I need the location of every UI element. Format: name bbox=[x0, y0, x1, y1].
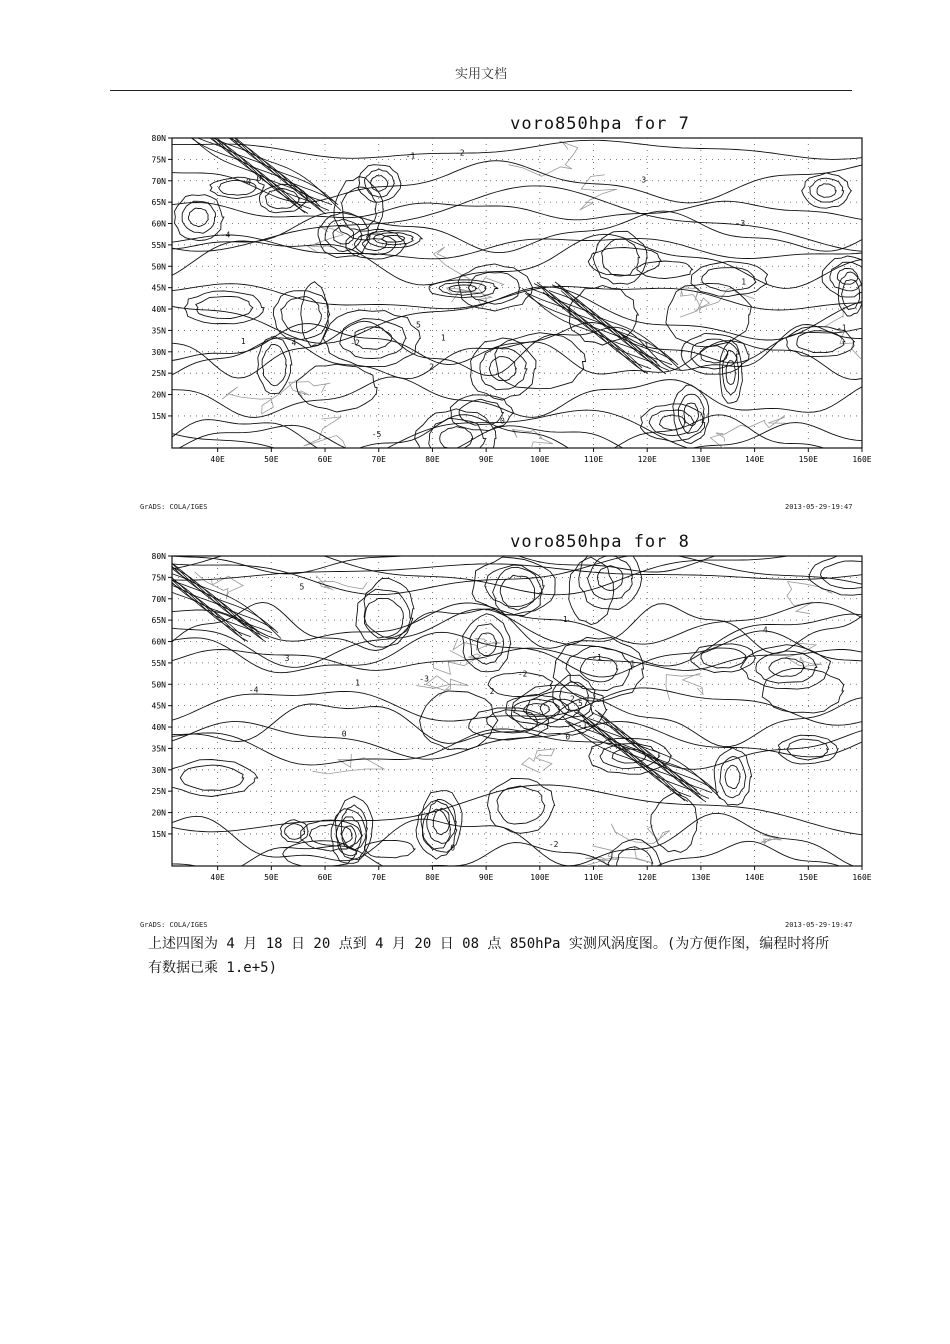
lon-tick-label: 140E bbox=[744, 455, 765, 464]
contour-label: -3 bbox=[735, 218, 746, 228]
lat-tick-label: 75N bbox=[151, 155, 166, 165]
contour-label: 0 bbox=[450, 843, 456, 853]
lat-tick-label: 30N bbox=[151, 347, 166, 357]
lat-tick-label: 50N bbox=[151, 262, 166, 272]
lat-tick-label: 80N bbox=[151, 552, 166, 561]
contour-label: 5 bbox=[415, 320, 421, 330]
lat-tick-label: 35N bbox=[151, 326, 166, 336]
lon-tick-label: 80E bbox=[425, 455, 440, 464]
lon-tick-label: 70E bbox=[371, 455, 386, 464]
lon-tick-label: 90E bbox=[478, 455, 494, 464]
figure-title: voro850hpa for 8 bbox=[510, 532, 690, 552]
lat-tick-label: 65N bbox=[151, 198, 166, 208]
lon-tick-label: 40E bbox=[210, 455, 225, 464]
contour-label: -3 bbox=[419, 674, 429, 684]
contour-label: -2 bbox=[517, 669, 528, 679]
lon-tick-label: 90E bbox=[478, 873, 494, 882]
lon-tick-label: 110E bbox=[583, 455, 604, 464]
contour-label: 1 bbox=[240, 336, 246, 346]
lon-tick-label: 60E bbox=[317, 873, 333, 882]
contour-label: -2 bbox=[350, 338, 360, 348]
caption-line-2: 有数据已乘 1.e+5) bbox=[148, 960, 278, 976]
grads-timestamp: 2013-05-29-19:47 bbox=[785, 503, 853, 511]
contour-label: -1 bbox=[577, 720, 588, 730]
lon-tick-label: 140E bbox=[744, 873, 765, 882]
vorticity-map-figure-1 bbox=[130, 108, 890, 511]
contour-label: -1 bbox=[836, 323, 847, 333]
lon-tick-label: 130E bbox=[691, 455, 711, 464]
contour-label: -4 bbox=[248, 685, 259, 695]
contour-label: 1 bbox=[741, 277, 747, 287]
contour-label: 1 bbox=[440, 333, 446, 343]
lat-tick-label: 25N bbox=[151, 787, 166, 797]
lat-tick-label: 40N bbox=[151, 305, 166, 315]
contour-label: -5 bbox=[371, 430, 382, 440]
contour-label: 0 bbox=[256, 173, 262, 183]
lat-tick-label: 15N bbox=[151, 829, 166, 839]
lat-tick-label: 55N bbox=[151, 240, 166, 250]
grads-credit: GrADS: COLA/IGES bbox=[140, 921, 208, 929]
lat-tick-label: 55N bbox=[151, 658, 166, 668]
contour-label: -2 bbox=[454, 148, 465, 158]
lat-tick-label: 30N bbox=[151, 765, 166, 775]
lon-tick-label: 100E bbox=[530, 873, 550, 882]
caption-line-1: 上述四图为 4 月 18 日 20 点到 4 月 20 日 08 点 850hPa 实测风涡度图。(为方便作图，编程时将所 bbox=[148, 936, 830, 952]
lat-tick-label: 25N bbox=[151, 369, 166, 379]
contour-map bbox=[130, 108, 890, 498]
lon-tick-label: 160E bbox=[852, 455, 872, 464]
contour-label: 3 bbox=[284, 653, 290, 663]
lon-tick-label: 50E bbox=[264, 455, 279, 464]
lon-tick-label: 160E bbox=[852, 873, 872, 882]
contour-label: -1 bbox=[405, 151, 416, 161]
contour-label: -1 bbox=[558, 615, 568, 625]
vorticity-map-figure-2 bbox=[130, 526, 890, 929]
lat-tick-label: 45N bbox=[151, 701, 166, 711]
contour-label: 4 bbox=[291, 338, 297, 348]
contour-label: -1 bbox=[639, 341, 649, 351]
contour-label: 0 bbox=[341, 729, 347, 739]
contour-map bbox=[130, 526, 890, 916]
lon-tick-label: 130E bbox=[691, 873, 711, 882]
contour-label: 1 bbox=[355, 678, 360, 688]
grads-timestamp: 2013-05-29-19:47 bbox=[785, 921, 853, 929]
lon-tick-label: 50E bbox=[264, 873, 279, 882]
contour-label: 0 bbox=[499, 416, 505, 426]
lat-tick-label: 50N bbox=[151, 680, 166, 690]
lon-tick-label: 100E bbox=[530, 455, 550, 464]
lat-tick-label: 20N bbox=[151, 808, 166, 818]
lat-tick-label: 70N bbox=[151, 176, 166, 186]
contour-label: -1 bbox=[592, 652, 602, 662]
lon-tick-label: 110E bbox=[583, 873, 604, 882]
lat-tick-label: 15N bbox=[151, 411, 166, 421]
contour-label: -2 bbox=[548, 840, 559, 850]
figure-title: voro850hpa for 7 bbox=[510, 114, 690, 134]
lat-tick-label: 40N bbox=[151, 723, 166, 733]
contour-label: -5 bbox=[573, 699, 583, 709]
lon-tick-label: 150E bbox=[798, 873, 818, 882]
lat-tick-label: 80N bbox=[151, 134, 166, 143]
lon-tick-label: 120E bbox=[637, 455, 657, 464]
lat-tick-label: 20N bbox=[151, 390, 166, 400]
lon-tick-label: 40E bbox=[210, 873, 225, 882]
contour-label: 3 bbox=[641, 175, 647, 185]
caption bbox=[148, 932, 858, 980]
contour-label: 4 bbox=[762, 625, 768, 635]
contour-label: -4 bbox=[220, 230, 231, 240]
lon-tick-label: 120E bbox=[637, 873, 657, 882]
lat-tick-label: 75N bbox=[151, 573, 166, 583]
lat-tick-label: 65N bbox=[151, 616, 166, 626]
lon-tick-label: 70E bbox=[371, 873, 386, 882]
lon-tick-label: 80E bbox=[425, 873, 440, 882]
contour-label: 2 bbox=[429, 362, 435, 372]
contour-label: 2 bbox=[489, 686, 495, 696]
lon-tick-label: 60E bbox=[317, 455, 333, 464]
lat-tick-label: 60N bbox=[151, 637, 166, 647]
lon-tick-label: 150E bbox=[798, 455, 818, 464]
contour-label: 1 bbox=[630, 659, 636, 669]
lat-tick-label: 35N bbox=[151, 744, 166, 754]
contour-label: 2 bbox=[569, 694, 575, 704]
contour-label: 5 bbox=[299, 582, 305, 592]
lat-tick-label: 60N bbox=[151, 219, 166, 229]
contour-label: 0 bbox=[245, 177, 251, 187]
lat-tick-label: 45N bbox=[151, 283, 166, 293]
grads-credit: GrADS: COLA/IGES bbox=[140, 503, 208, 511]
page-header: 实用文档 bbox=[110, 62, 852, 91]
lat-tick-label: 70N bbox=[151, 594, 166, 604]
contour-label: 0 bbox=[565, 732, 571, 742]
